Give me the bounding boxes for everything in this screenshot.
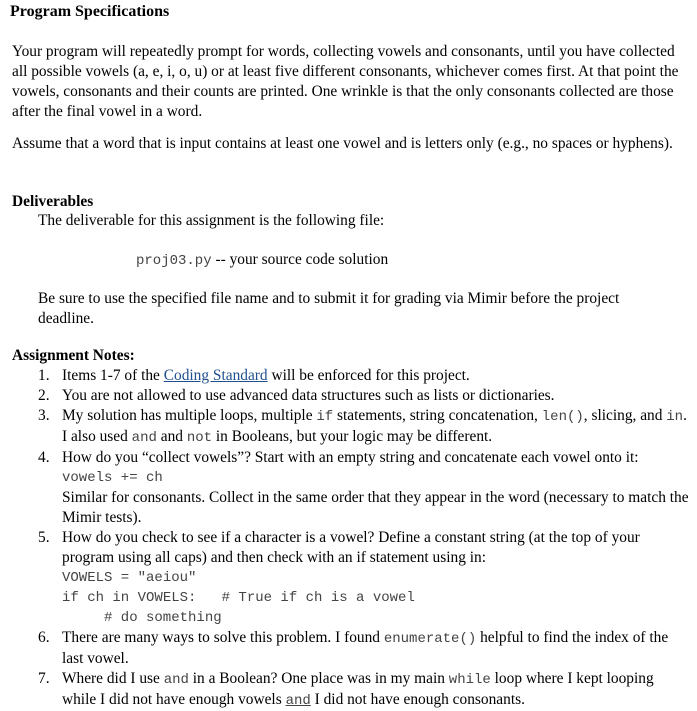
code-len: len()	[541, 409, 584, 425]
note-number: 1.	[38, 367, 50, 384]
code-and: and	[163, 672, 189, 688]
note-text: Items 1-7 of the	[62, 367, 164, 384]
notes-list	[0, 366, 690, 711]
coding-standard-link[interactable]: Coding Standard	[163, 367, 268, 384]
note-number: 5.	[38, 529, 50, 546]
note-text: There are many ways to solve this problem. I found	[62, 629, 384, 646]
note-item-6	[0, 628, 690, 669]
submit-paragraph: Be sure to use the specified file name and to submit it for grading via Mimir before the project deadline.	[38, 290, 620, 327]
code-not: not	[186, 430, 213, 446]
note-text: . I also used	[62, 407, 687, 445]
code-if-vowel: if ch in VOWELS: # True if ch is a vowel	[62, 590, 415, 606]
note-text: loop where I kept looping while I did not have enough vowels	[62, 670, 654, 708]
code-and: and	[285, 693, 311, 709]
assumption-paragraph: Assume that a word that is input contains at least one vowel and is letters only (e.g., no spaces or hyphens).	[12, 135, 673, 152]
note-item-4	[0, 448, 690, 528]
note-item-7	[0, 669, 690, 711]
note-text: in a Boolean? One place was in my main	[188, 670, 449, 687]
notes-heading: Assignment Notes:	[12, 347, 135, 364]
note-item-3	[0, 406, 690, 448]
note-text: will be enforced for this project.	[267, 367, 470, 384]
note-text: in Booleans, but your logic may be different.	[212, 428, 493, 445]
file-name: proj03.py	[136, 253, 212, 269]
code-while: while	[448, 672, 491, 688]
code-if: if	[316, 409, 334, 425]
note-item-5	[0, 528, 690, 628]
code-in: in	[666, 409, 684, 425]
deliverables-text: The deliverable for this assignment is the following file:	[38, 212, 385, 229]
note-text: How do you check to see if a character is a vowel? Define a constant string (at the top of your program using all caps) and then check with an if statement using in:	[62, 529, 640, 566]
note-text: and	[156, 428, 187, 445]
deliverable-file	[136, 250, 388, 271]
note-number: 6.	[38, 629, 50, 646]
note-text: , slicing, and	[583, 407, 667, 424]
note-number: 4.	[38, 449, 50, 466]
note-text: Where did I use	[62, 670, 164, 687]
page-title: Program Specifications	[10, 3, 170, 20]
file-description: -- your source code solution	[211, 251, 389, 268]
note-text: statements, string concatenation,	[333, 407, 542, 424]
note-number: 2.	[38, 387, 50, 404]
deliverables-heading: Deliverables	[12, 193, 94, 210]
note-text: You are not allowed to use advanced data structures such as lists or dictionaries.	[62, 387, 555, 404]
code-do-something: # do something	[104, 610, 222, 626]
note-number: 7.	[38, 670, 50, 687]
note-text: helpful to find the index of the last vowel.	[62, 629, 669, 667]
note-text: Similar for consonants. Collect in the same order that they appear in the word (necessary to match the Mimir tests).	[62, 489, 689, 526]
code-enumerate: enumerate()	[383, 631, 477, 647]
note-text: How do you “collect vowels”? Start with an empty string and concatenate each vowel onto it:	[62, 449, 639, 466]
intro-paragraph: Your program will repeatedly prompt for words, collecting vowels and consonants, until you have collected all possible vowels (a, e, i, o, u) or at least five different consonants, whichever comes first. At that point the vowels, consonants and their counts are printed. One wrinkle is that the only consonants collected are those after the final vowel in a word.	[12, 43, 679, 120]
note-text: My solution has multiple loops, multiple	[62, 407, 317, 424]
code-vowels-constant: VOWELS = "aeiou"	[62, 570, 197, 586]
note-number: 3.	[38, 407, 50, 424]
note-item-1	[0, 366, 690, 386]
code-and: and	[131, 430, 157, 446]
note-item-2	[0, 386, 690, 406]
code-vowels-concat: vowels += ch	[62, 470, 163, 486]
note-text: I did not have enough consonants.	[310, 691, 525, 708]
